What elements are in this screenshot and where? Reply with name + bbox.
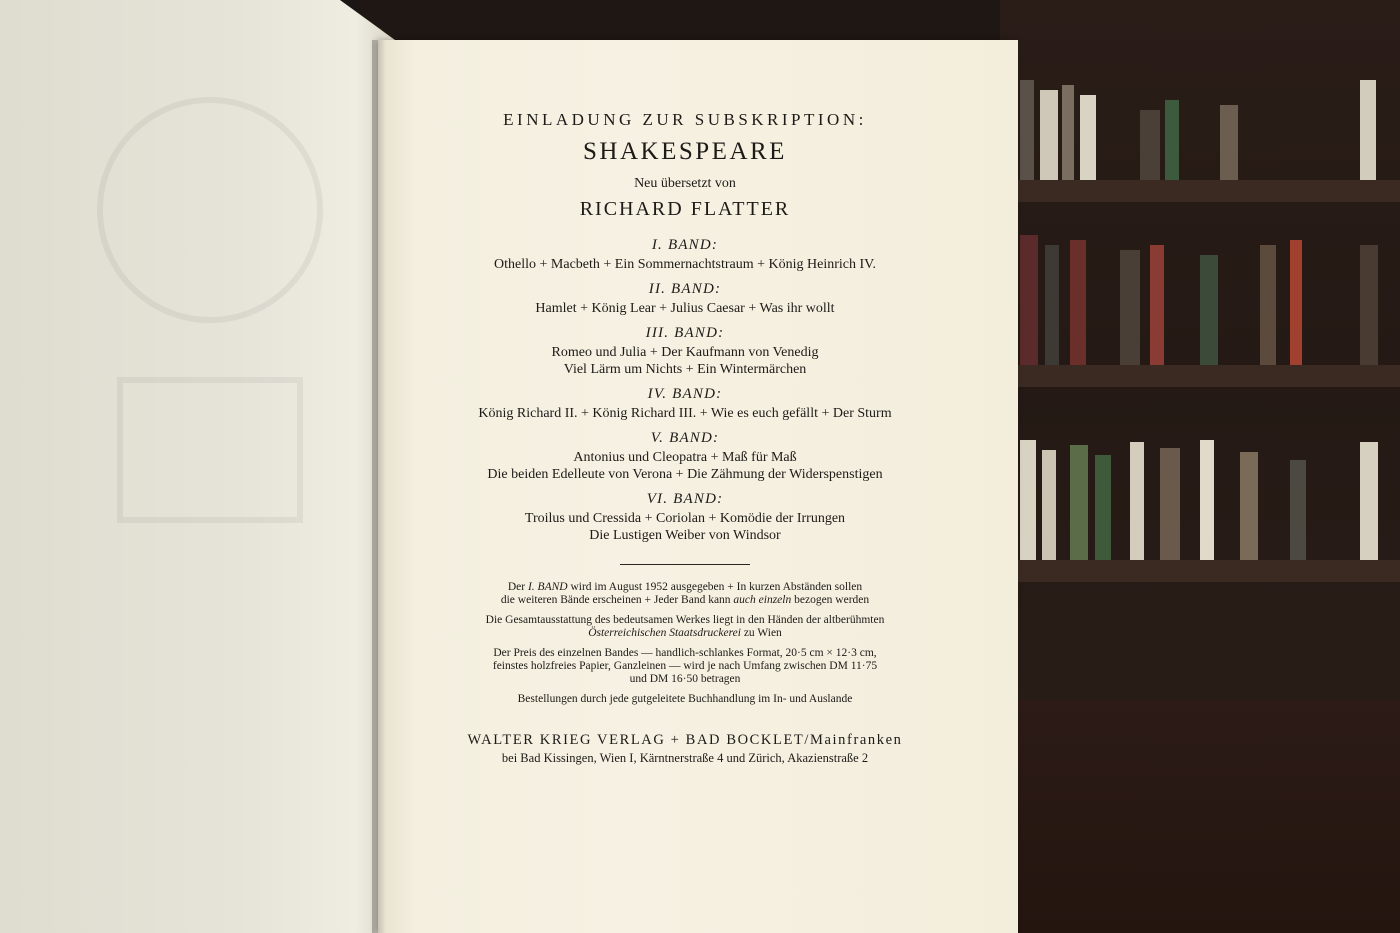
band-label: III. BAND:: [645, 325, 725, 341]
note-text: zu Wien: [740, 627, 782, 639]
note-line: [430, 581, 940, 607]
background-dark: [360, 0, 1000, 40]
band-2: [430, 281, 940, 317]
band-titles: König Richard II. + König Richard III. + Wie es euch gefällt + Der Sturm: [478, 406, 892, 421]
band-label: II. BAND:: [648, 281, 722, 297]
publisher: WALTER KRIEG VERLAG + BAD BOCKLET/Mainfranken: [467, 732, 903, 748]
note-text: bezogen werden: [791, 594, 870, 606]
shelf-board: [1000, 180, 1400, 202]
subtitle: Neu übersetzt von: [634, 176, 736, 191]
note-italic: Österreichischen Staatsdruckerei: [588, 627, 741, 639]
note-text: und DM 16·50 betragen: [629, 673, 741, 685]
band-titles: Die Lustigen Weiber von Windsor: [589, 528, 781, 543]
band-titles: Othello + Macbeth + Ein Sommernachtstraum + König Heinrich IV.: [494, 257, 876, 272]
title: SHAKESPEARE: [583, 138, 787, 165]
show-through-illustration: [60, 60, 360, 580]
note-line: [430, 614, 940, 640]
band-label: V. BAND:: [650, 430, 720, 446]
band-3: [430, 325, 940, 378]
band-titles: Troilus und Cressida + Coriolan + Komödie der Irrungen: [524, 511, 846, 526]
release-note: [430, 581, 940, 607]
subscription-invitation: [430, 110, 940, 766]
band-label: VI. BAND:: [646, 491, 724, 507]
note-italic: I. BAND: [527, 581, 568, 593]
band-titles: Antonius und Cleopatra + Maß für Maß: [573, 450, 797, 465]
book-row: [1000, 225, 1400, 365]
shelf-board: [1000, 560, 1400, 582]
band-titles: Die beiden Edelleute von Verona + Die Zähmung der Widerspenstigen: [487, 467, 883, 482]
band-titles: Romeo und Julia + Der Kaufmann von Venedig: [551, 345, 819, 360]
author: RICHARD FLATTER: [579, 198, 791, 220]
price-note: [430, 647, 940, 686]
band-5: [430, 430, 940, 483]
heading: EINLADUNG ZUR SUBSKRIPTION:: [503, 110, 867, 129]
band-label: I. BAND:: [651, 237, 719, 253]
note-text: Die Gesamtausstattung des bedeutsamen Werkes liegt in den Händen der altberühmten: [485, 614, 885, 626]
production-note: [430, 614, 940, 640]
note-text: Der: [507, 581, 528, 593]
book-row: [1000, 420, 1400, 560]
shelf-board: [1000, 365, 1400, 387]
note-line: [430, 647, 940, 686]
note-text: feinstes holzfreies Papier, Ganzleinen — wird je nach Umfang zwischen DM 11·75: [492, 660, 878, 672]
band-label: IV. BAND:: [647, 386, 723, 402]
band-titles: Viel Lärm um Nichts + Ein Wintermärchen: [563, 362, 807, 377]
band-4: [430, 386, 940, 422]
left-page: [0, 0, 395, 933]
note-text: die weiteren Bände erscheinen + Jeder Band kann: [500, 594, 734, 606]
publisher-address: bei Bad Kissingen, Wien I, Kärntnerstraße 4 und Zürich, Akazienstraße 2: [501, 751, 869, 765]
divider-rule: [620, 564, 750, 565]
note-italic: auch einzeln: [733, 594, 792, 606]
table-surface: [1000, 700, 1400, 933]
band-6: [430, 491, 940, 544]
gutter-shadow: [372, 40, 386, 933]
band-1: [430, 237, 940, 273]
note-text: wird im August 1952 ausgegeben + In kurzen Abständen sollen: [567, 581, 863, 593]
note-text: Der Preis des einzelnen Bandes — handlich-schlankes Format, 20·5 cm × 12·3 cm,: [493, 647, 877, 659]
order-note: [430, 693, 940, 706]
band-titles: Hamlet + König Lear + Julius Caesar + Was ihr wollt: [535, 301, 835, 316]
book-row: [1000, 70, 1400, 180]
note-line: Bestellungen durch jede gutgeleitete Buchhandlung im In- und Auslande: [517, 693, 853, 705]
